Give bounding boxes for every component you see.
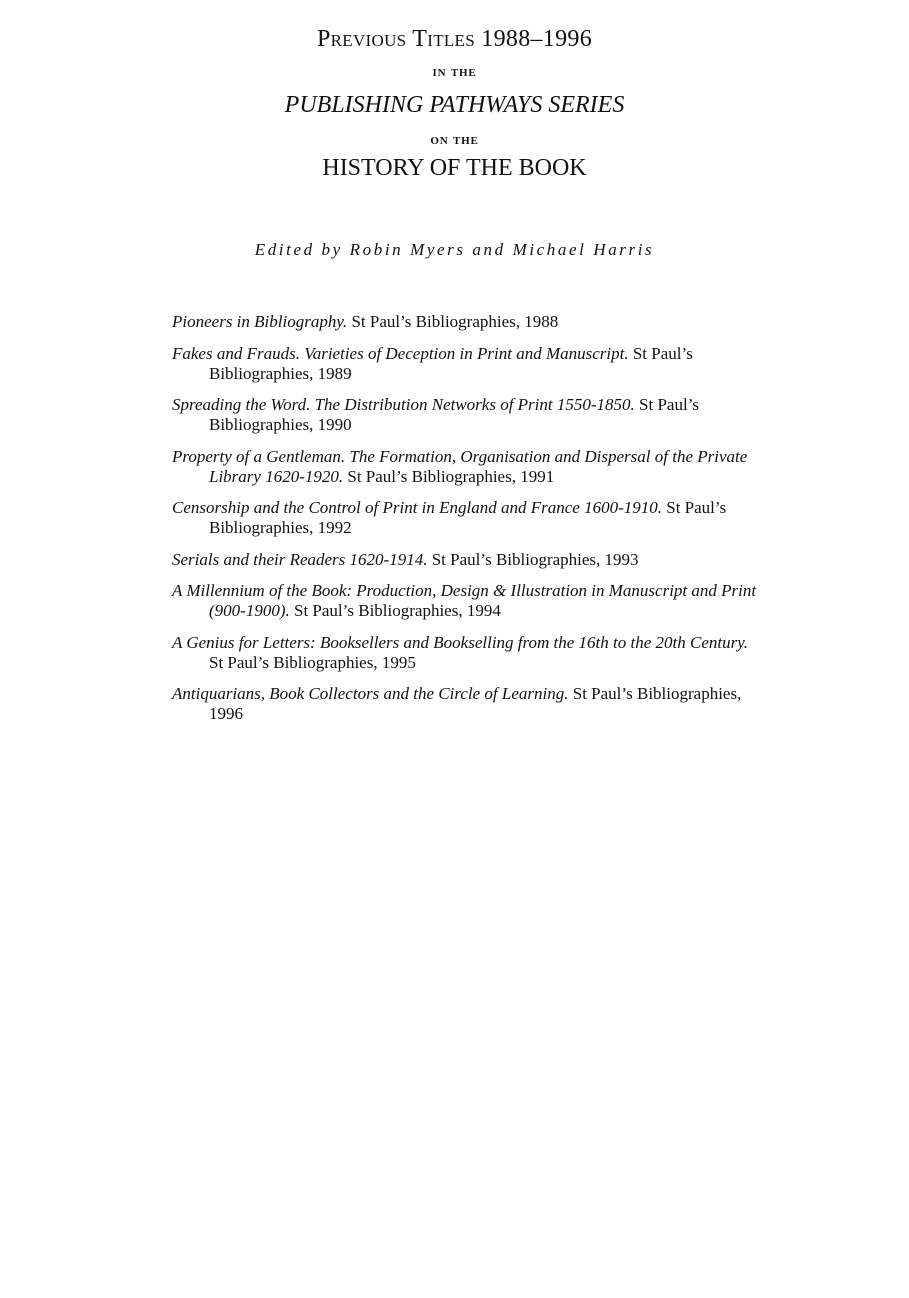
- book-title: Fakes and Frauds. Varieties of Deception in Print and Manuscript.: [172, 343, 629, 363]
- titles-list: [172, 312, 762, 736]
- list-item: [172, 633, 762, 673]
- editors-line: Edited by Robin Myers and Michael Harris: [254, 240, 655, 259]
- page-title: Previous Titles 1988–1996: [316, 26, 592, 52]
- publisher-info: St Paul’s Bibliographies, 1996: [209, 684, 742, 723]
- publisher-info: St Paul’s Bibliographies, 1991: [343, 466, 555, 486]
- list-item: [172, 684, 762, 724]
- publisher-info: St Paul’s Bibliographies, 1994: [289, 601, 501, 620]
- publisher-info: St Paul’s Bibliographies, 1992: [209, 498, 727, 537]
- list-item: [172, 312, 762, 332]
- publisher-info: St Paul’s Bibliographies, 1993: [427, 549, 639, 569]
- book-title: A Millennium of the Book: Production, Design & Illustration in Manuscript and Print (900-1900).: [172, 581, 757, 620]
- publisher-info: St Paul’s Bibliographies, 1990: [209, 395, 700, 434]
- publisher-info: St Paul’s Bibliographies, 1989: [209, 343, 693, 383]
- connector-on-the: on the: [430, 132, 479, 148]
- list-item: [172, 395, 762, 435]
- list-item: [172, 581, 762, 621]
- list-item: [172, 447, 762, 487]
- book-title: Spreading the Word. The Distribution Networks of Print 1550-1850.: [172, 395, 635, 414]
- connector-in-the: in the: [432, 64, 477, 80]
- book-title: Antiquarians, Book Collectors and the Circle of Learning.: [172, 684, 569, 703]
- book-title: Censorship and the Control of Print in England and France 1600-1910.: [172, 498, 662, 517]
- book-title: Serials and their Readers 1620-1914.: [172, 549, 428, 569]
- list-item: [172, 550, 762, 570]
- book-title: Pioneers in Bibliography.: [172, 312, 348, 331]
- series-name: PUBLISHING PATHWAYS SERIES: [284, 92, 625, 118]
- book-title: A Genius for Letters: Booksellers and Bookselling from the 16th to the 20th Century.: [172, 632, 749, 652]
- book-title: Property of a Gentleman. The Formation, Organisation and Dispersal of the Private Library 1620-1920.: [172, 446, 748, 486]
- list-item: [172, 344, 762, 384]
- list-item: [172, 498, 762, 538]
- publisher-info: St Paul’s Bibliographies, 1988: [347, 312, 559, 331]
- series-subject: HISTORY OF THE BOOK: [322, 155, 587, 181]
- publisher-info: St Paul’s Bibliographies, 1995: [209, 652, 416, 672]
